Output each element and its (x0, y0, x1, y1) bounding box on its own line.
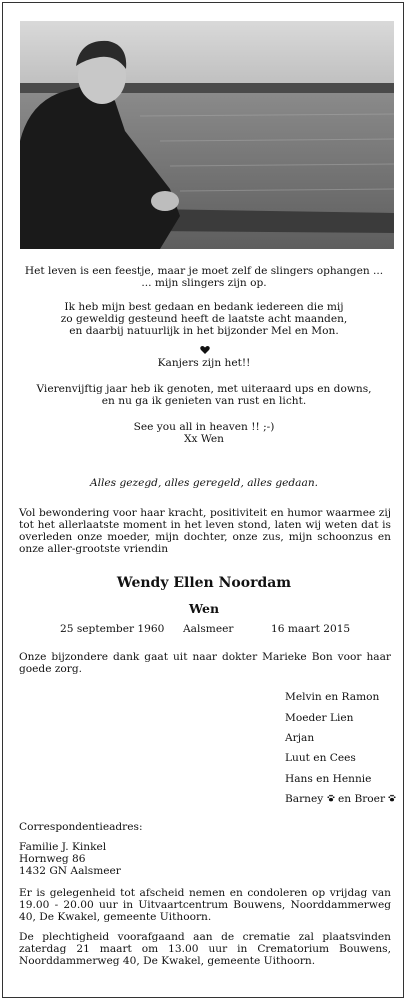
family-line-4: Luut en Cees (285, 752, 356, 764)
intro-line-10: Xx Wen (183, 433, 224, 445)
deceased-name: Wendy Ellen Noordam (116, 575, 292, 591)
correspondence-street: Hornweg 86 (19, 853, 86, 865)
farewell-text: Er is gelegenheid tot afscheid nemen en condoleren op vrijdag van 19.00 - 20.00 uur in Uitvaartcentrum Bouwens, Noorddammerweg 40, De Kwakel, gemeente Uithoorn. (19, 887, 391, 923)
intro-line-2: ... mijn slingers zijn op. (141, 277, 267, 289)
intro-line-5: en daarbij natuurlijk in het bijzonder Mel en Mon. (69, 325, 339, 337)
obituary-card (2, 2, 404, 998)
correspondence-label: Correspondentieadres: (19, 821, 143, 833)
family-line-5: Hans en Hennie (285, 773, 372, 785)
paw-icon (388, 794, 396, 802)
correspondence-name: Familie J. Kinkel (19, 841, 107, 853)
paw-icon (327, 794, 335, 802)
intro-line-9: See you all in heaven !! ;-) (133, 421, 275, 433)
pet-name-barney: Barney (285, 793, 324, 805)
family-line-3: Arjan (285, 732, 315, 744)
intro-line-1: Het leven is een feestje, maar je moet zelf de slingers ophangen ... (24, 265, 384, 277)
birth-date: 25 september 1960 (60, 623, 165, 635)
correspondence-city: 1432 GN Aalsmeer (19, 865, 121, 877)
family-line-2: Moeder Lien (285, 712, 354, 724)
place: Aalsmeer (183, 623, 234, 635)
announcement-text: Vol bewondering voor haar kracht, positiviteit en humor waarmee zij tot het allerlaatste moment in het leven stond, laten wij weten dat is overleden onze moeder, mijn dochter, onze zus, mijn schoonzus en onze aller-grootste vriendin (19, 507, 391, 555)
deceased-nickname: Wen (188, 601, 220, 616)
portrait-photo (20, 21, 394, 249)
thanks-text: Onze bijzondere dank gaat uit naar dokter Marieke Bon voor haar goede zorg. (19, 651, 391, 675)
intro-line-3: Ik heb mijn best gedaan en bedank iedereen die mij (64, 301, 344, 313)
intro-line-4: zo geweldig gesteund heeft de laatste acht maanden, (60, 313, 348, 325)
pet-name-broer: en Broer (338, 793, 386, 805)
death-date: 16 maart 2015 (271, 623, 351, 635)
motto: Alles gezegd, alles geregeld, alles gedaan. (89, 477, 319, 489)
intro-line-6: Kanjers zijn het!! (157, 357, 251, 369)
cremation-text: De plechtigheid voorafgaand aan de crematie zal plaatsvinden zaterdag 21 maart om 13.00 uur in Crematorium Bouwens, Noorddammerweg 40, De Kwakel, gemeente Uithoorn. (19, 931, 391, 967)
intro-line-7: Vierenvijftig jaar heb ik genoten, met uiteraard ups en downs, (36, 383, 372, 395)
family-line-1: Melvin en Ramon (285, 691, 380, 703)
intro-line-8: en nu ga ik genieten van rust en licht. (101, 395, 307, 407)
heart-icon (200, 345, 210, 355)
family-line-6 (285, 793, 396, 805)
